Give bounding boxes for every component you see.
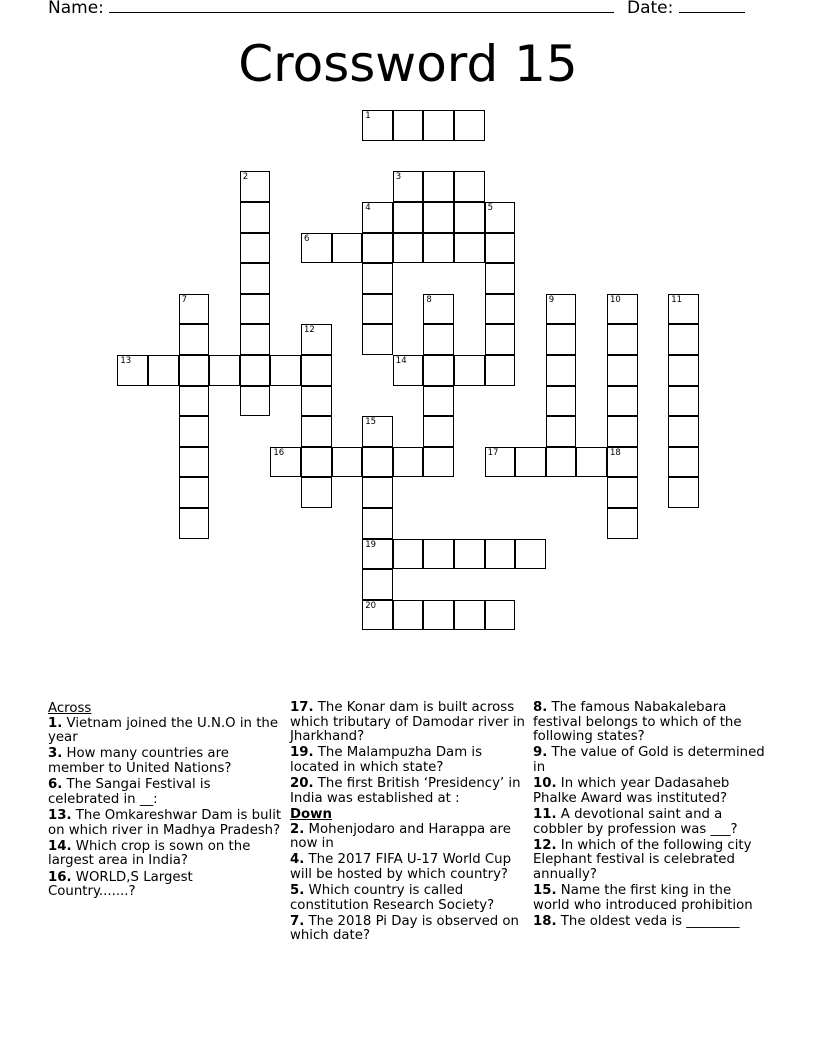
- grid-cell[interactable]: [362, 416, 393, 447]
- grid-cell[interactable]: [607, 355, 638, 386]
- clue-across-1: 1. Vietnam joined the U.N.O in the year: [48, 715, 279, 746]
- grid-cell[interactable]: [362, 539, 393, 570]
- grid-cell[interactable]: [270, 447, 301, 478]
- grid-cell[interactable]: [515, 447, 546, 478]
- clue-number: 10: [610, 294, 621, 305]
- page-title: Crossword 15: [238, 35, 578, 93]
- clue-down-11: 11. A devotional saint and a cobbler by profession was ___?: [533, 806, 738, 837]
- clue-number: 12: [304, 325, 315, 336]
- grid-cell[interactable]: [362, 569, 393, 600]
- clue-across-3: 3. How many countries are member to United Nations?: [48, 746, 232, 776]
- grid-cell[interactable]: [546, 294, 577, 325]
- clue-number: 5: [487, 203, 494, 213]
- clue-number: 6: [304, 233, 310, 244]
- grid-cell[interactable]: [179, 508, 210, 539]
- grid-cell[interactable]: [668, 447, 699, 478]
- grid-cell[interactable]: [301, 447, 332, 478]
- grid-cell[interactable]: [546, 447, 577, 478]
- grid-cell[interactable]: [454, 355, 485, 386]
- clue-down-10: 10. In which year Dadasaheb Phalke Award was instituted?: [533, 776, 730, 806]
- grid-cell[interactable]: [607, 386, 638, 417]
- clue-down-7: 7. The 2018 Pi Day is observed on which date?: [290, 913, 519, 944]
- grid-cell[interactable]: [423, 539, 454, 570]
- grid-cell[interactable]: [332, 233, 363, 264]
- grid-cell[interactable]: [362, 233, 393, 264]
- grid-cell[interactable]: [423, 324, 454, 355]
- grid-cell[interactable]: [423, 294, 454, 325]
- grid-cell[interactable]: [301, 386, 332, 417]
- grid-cell[interactable]: [393, 233, 424, 264]
- grid-cell[interactable]: [423, 447, 454, 478]
- grid-cell[interactable]: [607, 416, 638, 447]
- grid-cell[interactable]: [423, 355, 454, 386]
- grid-cell[interactable]: [240, 233, 271, 264]
- grid-cell[interactable]: [485, 355, 516, 386]
- date-label: Date:: [627, 0, 674, 18]
- clue-across-14: 14. Which crop is sown on the largest area in India?: [48, 838, 251, 869]
- grid-cell[interactable]: [668, 477, 699, 508]
- name-label: Name:: [48, 0, 104, 18]
- grid-cell[interactable]: [423, 110, 454, 141]
- grid-cell[interactable]: [576, 447, 607, 478]
- clue-across-6: 6. The Sangai Festival is celebrated in __:: [48, 777, 211, 807]
- grid-cell[interactable]: [362, 324, 393, 355]
- grid-cell[interactable]: [668, 355, 699, 386]
- grid-cell[interactable]: [454, 539, 485, 570]
- grid-cell[interactable]: [240, 355, 271, 386]
- grid-cell[interactable]: [515, 539, 546, 570]
- grid-cell[interactable]: [668, 416, 699, 447]
- clue-across-17: 17. The Konar dam is built across which tributary of Damodar river in Jharkhand?: [290, 700, 525, 745]
- grid-cell[interactable]: [668, 294, 699, 325]
- clue-down-5: 5. Which country is called constitution Research Society?: [290, 883, 495, 913]
- grid-cell[interactable]: [301, 324, 332, 355]
- grid-cell[interactable]: [393, 110, 424, 141]
- grid-cell[interactable]: [179, 416, 210, 447]
- grid-cell[interactable]: [454, 233, 485, 264]
- clue-number: 1: [365, 111, 371, 122]
- clue-number: 11: [671, 294, 683, 305]
- grid-cell[interactable]: [454, 171, 485, 202]
- clue-number: 8: [426, 294, 432, 305]
- grid-cell[interactable]: [240, 171, 271, 202]
- clue-number: 17: [487, 447, 499, 458]
- clue-column-1: [48, 701, 284, 901]
- grid-cell[interactable]: [179, 477, 210, 508]
- grid-cell[interactable]: [607, 508, 638, 539]
- clue-down-15: 15. Name the first king in the world who introduced prohibition: [533, 883, 753, 913]
- clue-down-8: 8. The famous Nabakalebara festival belongs to which of the following states?: [533, 700, 742, 745]
- grid-cell[interactable]: [668, 386, 699, 417]
- grid-cell[interactable]: [332, 447, 363, 478]
- grid-cell[interactable]: [362, 110, 393, 141]
- clue-down-2: 2. Mohenjodaro and Harappa are now in: [290, 821, 511, 852]
- grid-cell[interactable]: [240, 202, 271, 233]
- down-heading: Down: [290, 806, 332, 822]
- grid-cell[interactable]: [485, 294, 516, 325]
- grid-cell[interactable]: [362, 263, 393, 294]
- grid-cell[interactable]: [301, 416, 332, 447]
- grid-cell[interactable]: [117, 355, 148, 386]
- clue-down-18: 18. The oldest veda is ________: [533, 913, 740, 929]
- grid-cell[interactable]: [393, 355, 424, 386]
- clue-across-19: 19. The Malampuzha Dam is located in which state?: [290, 745, 483, 775]
- grid-cell[interactable]: [454, 110, 485, 141]
- grid-cell[interactable]: [607, 477, 638, 508]
- grid-cell[interactable]: [423, 386, 454, 417]
- grid-cell[interactable]: [454, 202, 485, 233]
- clue-number: 7: [181, 294, 188, 305]
- grid-cell[interactable]: [179, 324, 210, 355]
- grid-cell[interactable]: [209, 355, 240, 386]
- grid-cell[interactable]: [362, 477, 393, 508]
- grid-cell[interactable]: [454, 600, 485, 631]
- grid-cell[interactable]: [240, 324, 271, 355]
- grid-cell[interactable]: [240, 386, 271, 417]
- grid-cell[interactable]: [179, 447, 210, 478]
- grid-cell[interactable]: [301, 233, 332, 264]
- clue-across-20: 20. The first British ‘Presidency’ in India was established at :: [290, 776, 521, 806]
- grid-cell[interactable]: [668, 324, 699, 355]
- grid-cell[interactable]: [362, 508, 393, 539]
- grid-cell[interactable]: [423, 233, 454, 264]
- grid-cell[interactable]: [485, 233, 516, 264]
- grid-cell[interactable]: [546, 355, 577, 386]
- grid-cell[interactable]: [393, 600, 424, 631]
- grid-cell[interactable]: [362, 202, 393, 233]
- clue-number: 4: [365, 203, 371, 213]
- clue-column-2: [290, 701, 526, 946]
- clue-column-3: [533, 701, 769, 931]
- clue-number: 14: [395, 356, 407, 366]
- grid-cell[interactable]: [393, 447, 424, 478]
- grid-cell[interactable]: [607, 324, 638, 355]
- grid-cell[interactable]: [423, 202, 454, 233]
- across-heading: Across: [48, 701, 92, 716]
- grid-cell[interactable]: [393, 171, 424, 202]
- grid-cell[interactable]: [485, 324, 516, 355]
- grid-cell[interactable]: [546, 386, 577, 417]
- grid-cell[interactable]: [301, 355, 332, 386]
- grid-cell[interactable]: [485, 202, 516, 233]
- grid-cell[interactable]: [362, 447, 393, 478]
- grid-cell[interactable]: [148, 355, 179, 386]
- grid-cell[interactable]: [607, 294, 638, 325]
- grid-cell[interactable]: [240, 294, 271, 325]
- grid-cell[interactable]: [362, 294, 393, 325]
- grid-cell[interactable]: [301, 477, 332, 508]
- grid-cell[interactable]: [485, 263, 516, 294]
- clue-number: 16: [273, 447, 285, 458]
- clue-number: 3: [395, 172, 402, 183]
- clue-across-16: 16. WORLD,S Largest Country.......?: [48, 869, 193, 900]
- grid-cell[interactable]: [393, 539, 424, 570]
- grid-cell[interactable]: [240, 263, 271, 294]
- grid-cell[interactable]: [546, 324, 577, 355]
- grid-cell[interactable]: [270, 355, 301, 386]
- clue-number: 9: [548, 294, 555, 305]
- grid-cell[interactable]: [393, 202, 424, 233]
- clue-number: 20: [365, 600, 377, 611]
- clue-across-13: 13. The Omkareshwar Dam is bulit on which river in Madhya Pradesh?: [48, 807, 282, 838]
- clue-down-12: 12. In which of the following city Elephant festival is celebrated annually?: [533, 837, 752, 882]
- clue-number: 18: [610, 447, 621, 458]
- grid-cell[interactable]: [485, 447, 516, 478]
- grid-cell[interactable]: [179, 355, 210, 386]
- grid-cell[interactable]: [485, 600, 516, 631]
- clue-number: 2: [242, 172, 249, 183]
- grid-cell[interactable]: [179, 386, 210, 417]
- clue-down-9: 9. The value of Gold is determined in: [533, 745, 765, 775]
- grid-cell[interactable]: [607, 447, 638, 478]
- clue-number: 19: [365, 539, 377, 550]
- grid-cell[interactable]: [485, 539, 516, 570]
- grid-cell[interactable]: [179, 294, 210, 325]
- clue-number: 15: [365, 417, 377, 428]
- clue-number: 13: [120, 356, 132, 366]
- grid-cell[interactable]: [423, 171, 454, 202]
- grid-cell[interactable]: [362, 600, 393, 631]
- clue-down-4: 4. The 2017 FIFA U-17 World Cup will be hosted by which country?: [290, 852, 512, 882]
- grid-cell[interactable]: [546, 416, 577, 447]
- grid-cell[interactable]: [423, 600, 454, 631]
- grid-cell[interactable]: [423, 416, 454, 447]
